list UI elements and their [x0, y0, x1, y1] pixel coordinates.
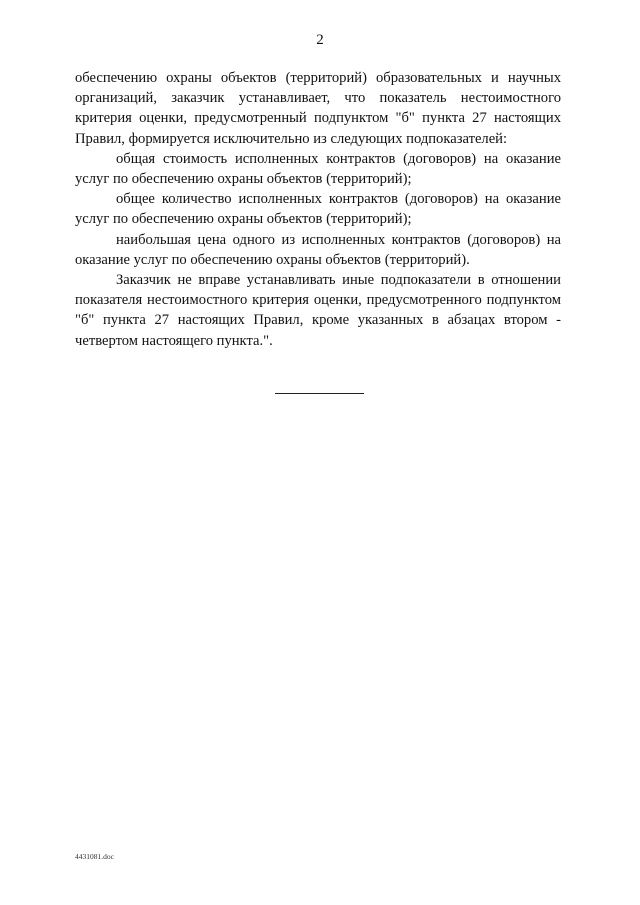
- paragraph-restriction: Заказчик не вправе устанавливать иные подпоказатели в отношении показателя нестоимостного критерия оценки, предусмотренного подпунктом "б" пункта 27 настоящих Правил, кроме указанных в абзацах втором - четвертом настоящего пункта.".: [75, 272, 561, 349]
- paragraph-subindicator-max-price: наибольшая цена одного из исполненных контрактов (договоров) на оказание услуг по обеспечению охраны объектов (территорий).: [75, 231, 561, 268]
- footer-file-code: 4431081.doc: [75, 852, 114, 861]
- paragraph-continuation: обеспечению охраны объектов (территорий) образовательных и научных организаций, заказчик устанавливает, что показатель нестоимостного критерия оценки, предусмотренный подпунктом "б" пункта 27 настоящих Правил, формируется исключительно из следующих подпоказателей:: [75, 70, 561, 147]
- document-body: [75, 68, 561, 351]
- section-divider: [275, 393, 364, 394]
- paragraph-subindicator-total-cost: общая стоимость исполненных контрактов (договоров) на оказание услуг по обеспечению охраны объектов (территорий);: [75, 150, 561, 188]
- page-number: 2: [316, 32, 324, 48]
- paragraph-subindicator-contract-count: общее количество исполненных контрактов (договоров) на оказание услуг по обеспечению охраны объектов (территорий);: [75, 191, 561, 228]
